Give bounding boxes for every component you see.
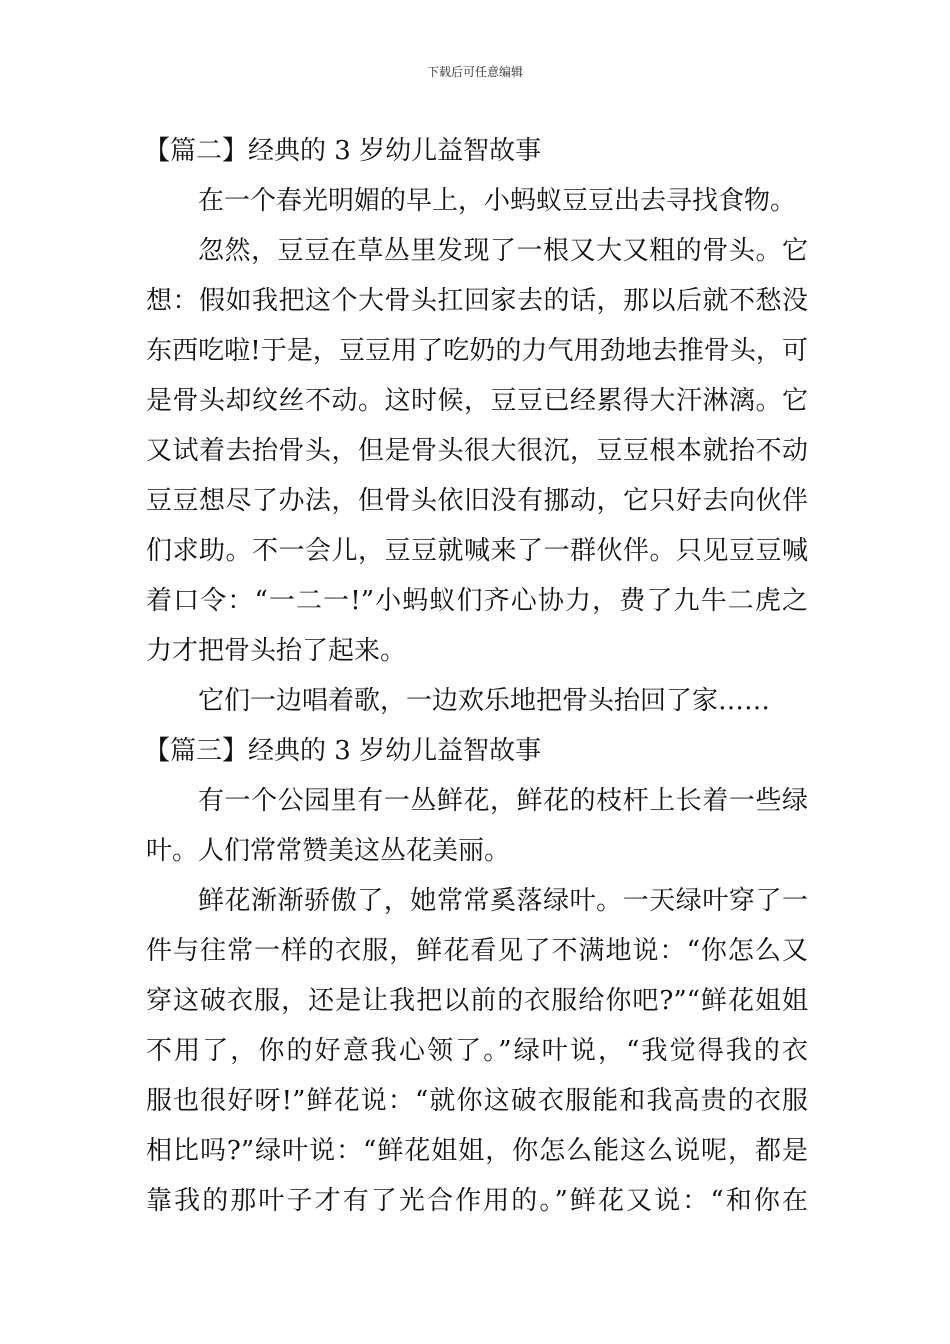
text-line: 力才把骨头抬了起来。: [146, 636, 407, 666]
paragraph: [146, 226, 808, 676]
section-title: 【篇二】经典的 3 岁幼儿益智故事: [144, 136, 542, 166]
text-line: 在一个春光明媚的早上，小蚂蚁豆豆出去寻找食物。: [198, 186, 797, 216]
text-line: 它们一边唱着歌，一边欢乐地把骨头抬回了家……: [198, 686, 771, 716]
document-body: [146, 126, 808, 1226]
text-line: 们求助。不一会儿，豆豆就喊来了一群伙伴。只见豆豆喊: [146, 536, 808, 566]
text-line: 服也很好呀!”鲜花说：“就你这破衣服能和我高贵的衣服: [146, 1086, 808, 1116]
story-section-2: [146, 126, 808, 726]
text-line: 忽然，豆豆在草丛里发现了一根又大又粗的骨头。它: [198, 236, 808, 266]
section-title: 【篇三】经典的 3 岁幼儿益智故事: [144, 736, 542, 766]
text-line: 想：假如我把这个大骨头扛回家去的话，那以后就不愁没: [146, 286, 808, 316]
text-line: 相比吗?”绿叶说：“鲜花姐姐，你怎么能这么说呢，都是: [146, 1136, 808, 1166]
text-line: 鲜花渐渐骄傲了，她常常奚落绿叶。一天绿叶穿了一: [198, 886, 808, 916]
paragraph: [146, 176, 808, 226]
paragraph: [146, 776, 808, 876]
text-line: 豆豆想尽了办法，但骨头依旧没有挪动，它只好去向伙伴: [146, 486, 808, 516]
story-section-3: [146, 726, 808, 1226]
text-line: 是骨头却纹丝不动。这时候，豆豆已经累得大汗淋漓。它: [146, 386, 808, 416]
text-line: 穿这破衣服，还是让我把以前的衣服给你吧?”“鲜花姐姐: [146, 986, 808, 1016]
text-line: 叶。人们常常赞美这丛花美丽。: [146, 836, 511, 866]
text-line: 靠我的那叶子才有了光合作用的。”鲜花又说：“和你在: [146, 1186, 808, 1216]
page-header-note: 下载后可任意编辑: [426, 65, 523, 79]
text-line: 不用了，你的好意我心领了。”绿叶说，“我觉得我的衣: [146, 1036, 808, 1066]
paragraph: [146, 876, 808, 1226]
text-line: 件与往常一样的衣服，鲜花看见了不满地说：“你怎么又: [146, 936, 808, 966]
text-line: 着口令：“一二一!”小蚂蚁们齐心协力，费了九牛二虎之: [146, 586, 808, 616]
text-line: 又试着去抬骨头，但是骨头很大很沉，豆豆根本就抬不动: [146, 436, 808, 466]
text-line: 东西吃啦!于是，豆豆用了吃奶的力气用劲地去推骨头，可: [146, 336, 808, 366]
text-line: 有一个公园里有一丛鲜花，鲜花的枝杆上长着一些绿: [198, 786, 808, 816]
paragraph: [146, 676, 808, 726]
